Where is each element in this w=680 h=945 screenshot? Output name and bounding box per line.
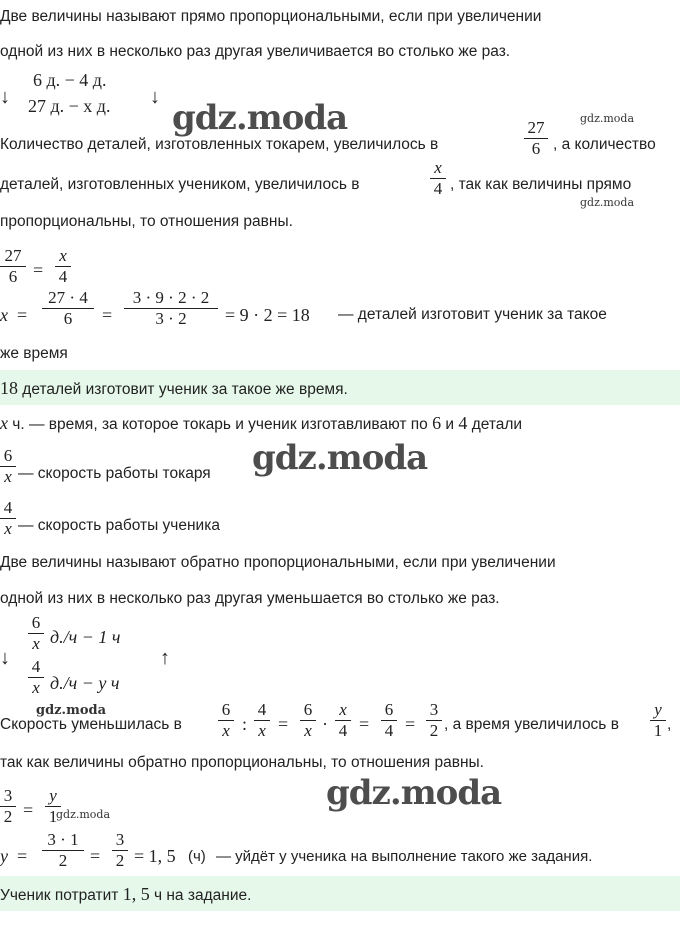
fraction-denominator: 1 (653, 721, 663, 740)
p5-fraction-a (218, 700, 234, 741)
fraction-numerator: 27 (4, 246, 22, 265)
fraction-numerator: 3 · 9 · 2 · 2 (132, 288, 210, 307)
var-x: x (0, 413, 8, 433)
p5-fraction-d (335, 700, 351, 741)
watermark-large: gdz.moda (326, 773, 502, 813)
fraction-denominator: x (4, 467, 12, 486)
paragraph-direct-definition-line1: Две величины называют прямо пропорциональными, если при увеличении (0, 8, 542, 25)
paragraph-time-and: и (441, 416, 459, 433)
fraction-numerator: 4 (31, 657, 41, 676)
p5-fraction-h (650, 700, 666, 741)
eq2-equals-1: = (17, 305, 28, 325)
fraction-x-4 (430, 158, 446, 199)
number-6: 6 (432, 413, 442, 433)
fraction-denominator: x (258, 721, 266, 740)
watermark-small: gdz.moda (580, 112, 635, 125)
p5-fraction-e (381, 700, 397, 741)
fraction-numerator: 3 (429, 700, 439, 719)
eq3-left-fraction (0, 786, 16, 827)
fraction-denominator: 4 (338, 721, 348, 740)
diagram2-row1: д./ч − 1 ч (50, 627, 121, 647)
fraction-numerator: 6 (303, 700, 313, 719)
watermark-large: gdz.moda (252, 438, 428, 478)
eq4-fraction-1 (42, 830, 84, 871)
diagram2-fraction-4-x (28, 657, 44, 698)
eq4-equals-2: = (90, 846, 101, 866)
eq1-right-fraction (55, 246, 71, 287)
fraction-numerator: 3 · 1 (47, 830, 79, 849)
paragraph-time-x (0, 413, 522, 434)
arrow-down-left-2: ↓ (0, 647, 10, 669)
watermark-small: gdz.moda (36, 703, 107, 718)
paragraph-ratio-equal: пропорциональны, то отношения равны. (0, 213, 293, 230)
eq2-equals-2: = (102, 305, 113, 325)
fraction-denominator: 6 (531, 139, 541, 158)
p5-fraction-c (300, 700, 316, 741)
paragraph-time-text: ч. — время, за которое токарь и ученик изготавливают по (8, 416, 433, 433)
paragraph-direct-definition-line2: одной из них в несколько раз другая увеличивается во столько же раз. (0, 43, 511, 60)
p5-comma: , (667, 716, 672, 733)
fraction-denominator: 6 (8, 267, 18, 286)
eq2-fraction-1 (42, 288, 94, 329)
fraction-numerator: 3 (115, 830, 125, 849)
fraction-denominator: 4 (58, 267, 68, 286)
answer-1-number: 18 (0, 378, 18, 398)
fraction-numerator: 4 (257, 700, 267, 719)
answer-2-number: 1, 5 (122, 884, 150, 904)
eq2-explanation: — деталей изготовит ученик за такое (338, 306, 607, 323)
eq4-fraction-2 (112, 830, 128, 871)
fraction-denominator: x (222, 721, 230, 740)
eq2-fraction-2 (124, 288, 218, 329)
answer-1-text: деталей изготовит ученик за такое же время. (18, 381, 348, 398)
fraction-denominator: 4 (384, 721, 394, 740)
fraction-numerator: 27 · 4 (48, 288, 88, 307)
fraction-numerator: 6 (31, 613, 41, 632)
answer-2 (0, 884, 251, 905)
p5-time-increased: , а время увеличилось в (444, 716, 619, 733)
eq4-y: y (0, 846, 8, 866)
fraction-denominator: 3 · 2 (155, 309, 187, 328)
eq1-equals: = (33, 260, 44, 280)
fraction-denominator: 2 (3, 807, 13, 826)
eq4-equals-1: = (17, 846, 28, 866)
proportion-row-2: 27 д. − x д. (28, 96, 111, 116)
paragraph-inverse-ratio-equal: так как величины обратно пропорциональны, то отношения равны. (0, 754, 484, 771)
answer-2-tail: ч на задание. (149, 887, 252, 904)
paragraph-student-text-tail: , так как величины прямо (450, 176, 632, 193)
eq4-unit: (ч) (188, 848, 206, 865)
eq2-result: = 9 · 2 = 18 (225, 305, 310, 325)
paragraph-student-text: деталей, изготовленных учеником, увеличилось в (0, 176, 360, 193)
arrow-down-right: ↓ (150, 86, 160, 108)
fraction-denominator: 2 (115, 851, 125, 870)
fraction-denominator: 2 (58, 851, 68, 870)
fraction-numerator: 4 (3, 498, 13, 517)
paragraph-turner-text-tail: , а количество (553, 136, 656, 153)
watermark-small: gdz.moda (56, 808, 111, 821)
speed-turner-fraction (0, 446, 16, 487)
eq4-result: = 1, 5 (134, 846, 176, 866)
p5-fraction-b (254, 700, 270, 741)
fraction-27-6 (524, 118, 548, 159)
fraction-numerator: 3 (3, 786, 13, 805)
fraction-denominator: 2 (429, 721, 439, 740)
fraction-numerator: 6 (384, 700, 394, 719)
fraction-denominator: 4 (433, 179, 443, 198)
answer-2-text: Ученик потратит (0, 887, 123, 904)
fraction-denominator: 6 (63, 309, 73, 328)
p5-fraction-g (426, 700, 442, 741)
eq2-explanation-line2: же время (0, 345, 68, 362)
proportion-row-1: 6 д. − 4 д. (33, 70, 107, 90)
arrow-up-right-2: ↑ (160, 647, 170, 669)
fraction-numerator: x (434, 158, 442, 177)
p5-equals-1: = (278, 714, 289, 734)
eq2-x: x (0, 305, 8, 325)
fraction-numerator: 27 (527, 118, 545, 137)
fraction-numerator: 6 (3, 446, 13, 465)
watermark-small: gdz.moda (580, 196, 635, 209)
paragraph-turner-text: Количество деталей, изготовленных токарем, увеличилось в (0, 136, 439, 153)
p5-colon: : (242, 714, 248, 734)
fraction-denominator: x (304, 721, 312, 740)
p5-equals-2: = (359, 714, 370, 734)
speed-student-text: — скорость работы ученика (18, 517, 220, 534)
fraction-denominator: 1 (48, 807, 58, 826)
p5-equals-3: = (405, 714, 416, 734)
fraction-numerator: 6 (221, 700, 231, 719)
number-4: 4 (458, 413, 468, 433)
paragraph-time-tail: детали (467, 416, 523, 433)
fraction-numerator: y (654, 700, 662, 719)
p5-dot: · (322, 714, 328, 734)
fraction-numerator: x (59, 246, 67, 265)
diagram2-row2: д./ч − y ч (50, 673, 120, 693)
paragraph-inverse-definition-line2: одной из них в несколько раз другая уменьшается во столько же раз. (0, 590, 500, 607)
fraction-denominator: x (32, 634, 40, 653)
fraction-denominator: x (4, 519, 12, 538)
speed-turner-text: — скорость работы токаря (18, 465, 211, 482)
diagram2-fraction-6-x (28, 613, 44, 654)
eq3-equals: = (23, 800, 34, 820)
paragraph-speed-decreased: Скорость уменьшилась в (0, 716, 182, 733)
eq4-explanation: — уйдёт у ученика на выполнение такого же задания. (216, 848, 593, 865)
arrow-down-left: ↓ (0, 86, 10, 108)
fraction-denominator: x (32, 678, 40, 697)
fraction-numerator: y (49, 786, 57, 805)
fraction-numerator: x (339, 700, 347, 719)
paragraph-inverse-definition-line1: Две величины называют обратно пропорциональными, если при увеличении (0, 554, 556, 571)
eq1-left-fraction (0, 246, 26, 287)
speed-student-fraction (0, 498, 16, 539)
watermark-large: gdz.moda (172, 98, 348, 138)
answer-1 (0, 378, 348, 399)
